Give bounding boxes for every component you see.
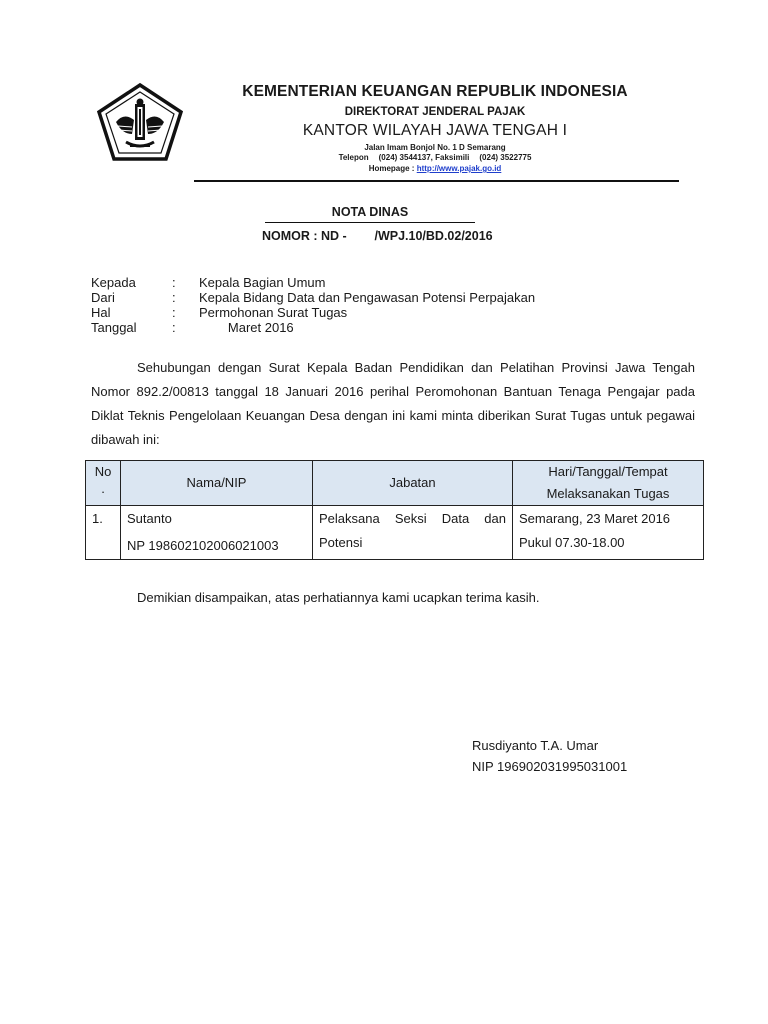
closing-sentence: Demikian disampaikan, atas perhatiannya kami ucapkan terima kasih.	[137, 590, 540, 605]
meta-value: Maret 2016	[199, 320, 294, 335]
cell-waktu-line1: Semarang, 23 Maret 2016	[519, 511, 671, 526]
cell-nama-nip: NP 198602102006021003	[127, 538, 279, 553]
meta-row-dari	[91, 290, 535, 305]
homepage-link[interactable]: http://www.pajak.go.id	[416, 164, 502, 173]
header-no-text: No	[94, 464, 112, 479]
meta-key: Dari	[91, 290, 115, 305]
meta-separator: :	[172, 305, 176, 320]
meta-key: Kepada	[91, 275, 136, 290]
memo-number: NOMOR : ND - /WPJ.10/BD.02/2016	[262, 229, 493, 243]
letterhead	[190, 82, 680, 174]
cell-waktu	[513, 506, 704, 560]
meta-value: Kepala Bidang Data dan Pengawasan Potensi Perpajakan	[199, 290, 536, 305]
meta-separator: :	[172, 290, 176, 305]
meta-row-hal	[91, 305, 535, 320]
meta-row-kepada	[91, 275, 535, 290]
kementerian-keuangan-emblem-icon	[96, 82, 184, 162]
memo-title: NOTA DINAS	[265, 205, 475, 223]
table-header-row	[86, 461, 704, 506]
meta-separator: :	[172, 320, 176, 335]
office-phone	[190, 153, 680, 163]
body-paragraph: Sehubungan dengan Surat Kepala Badan Pendidikan dan Pelatihan Provinsi Jawa Tengah Nomor 892.2/00813 tanggal 18 Januari 2016 perihal Peromohonan Bantuan Tenaga Pengajar pada Diklat Teknis Pengelolaan Keuangan Desa dengan ini kami minta diberikan Surat Tugas untuk pegawai dibawah ini:	[91, 360, 695, 447]
signature-block	[472, 735, 627, 777]
meta-value: Kepala Bagian Umum	[199, 275, 326, 290]
cell-waktu-line2: Pukul 07.30-18.00	[519, 535, 625, 550]
directorate-name: DIREKTORAT JENDERAL PAJAK	[344, 106, 526, 118]
cell-nama-name: Sutanto	[127, 511, 172, 526]
meta-key: Tanggal	[91, 320, 137, 335]
cell-no: 1.	[86, 506, 121, 560]
meta-key: Hal	[91, 305, 111, 320]
header-waktu-line1: Hari/Tanggal/Tempat	[548, 464, 668, 479]
cell-nama	[121, 506, 313, 560]
table-row	[86, 506, 704, 560]
header-no-dot: .	[101, 481, 105, 496]
meta-row-tanggal	[91, 320, 535, 335]
cell-jabatan: Pelaksana Seksi Data dan Potensi	[313, 506, 513, 560]
meta-value: Permohonan Surat Tugas	[199, 305, 348, 320]
header-jabatan: Jabatan	[313, 461, 513, 506]
office-address: Jalan Imam Bonjol No. 1 D Semarang	[364, 143, 506, 152]
memo-meta	[91, 275, 535, 335]
phone-value: (024) 3544137, Faksimili	[378, 153, 470, 162]
homepage-label: Homepage :	[368, 164, 415, 173]
header-waktu-line2: Melaksanakan Tugas	[546, 486, 670, 501]
signatory-nip: NIP 196902031995031001	[472, 759, 628, 774]
signatory-name: Rusdiyanto T.A. Umar	[472, 738, 599, 753]
meta-separator: :	[172, 275, 176, 290]
header-waktu	[513, 461, 704, 506]
header-nama: Nama/NIP	[121, 461, 313, 506]
office-name: KANTOR WILAYAH JAWA TENGAH I	[302, 122, 568, 139]
fax-value: (024) 3522775	[479, 153, 532, 162]
ministry-name: KEMENTERIAN KEUANGAN REPUBLIK INDONESIA	[242, 83, 628, 100]
header-no	[86, 461, 121, 506]
letterhead-divider	[194, 180, 679, 182]
office-homepage	[190, 163, 680, 174]
phone-label: Telepon	[338, 153, 369, 162]
assignment-table	[85, 460, 704, 560]
